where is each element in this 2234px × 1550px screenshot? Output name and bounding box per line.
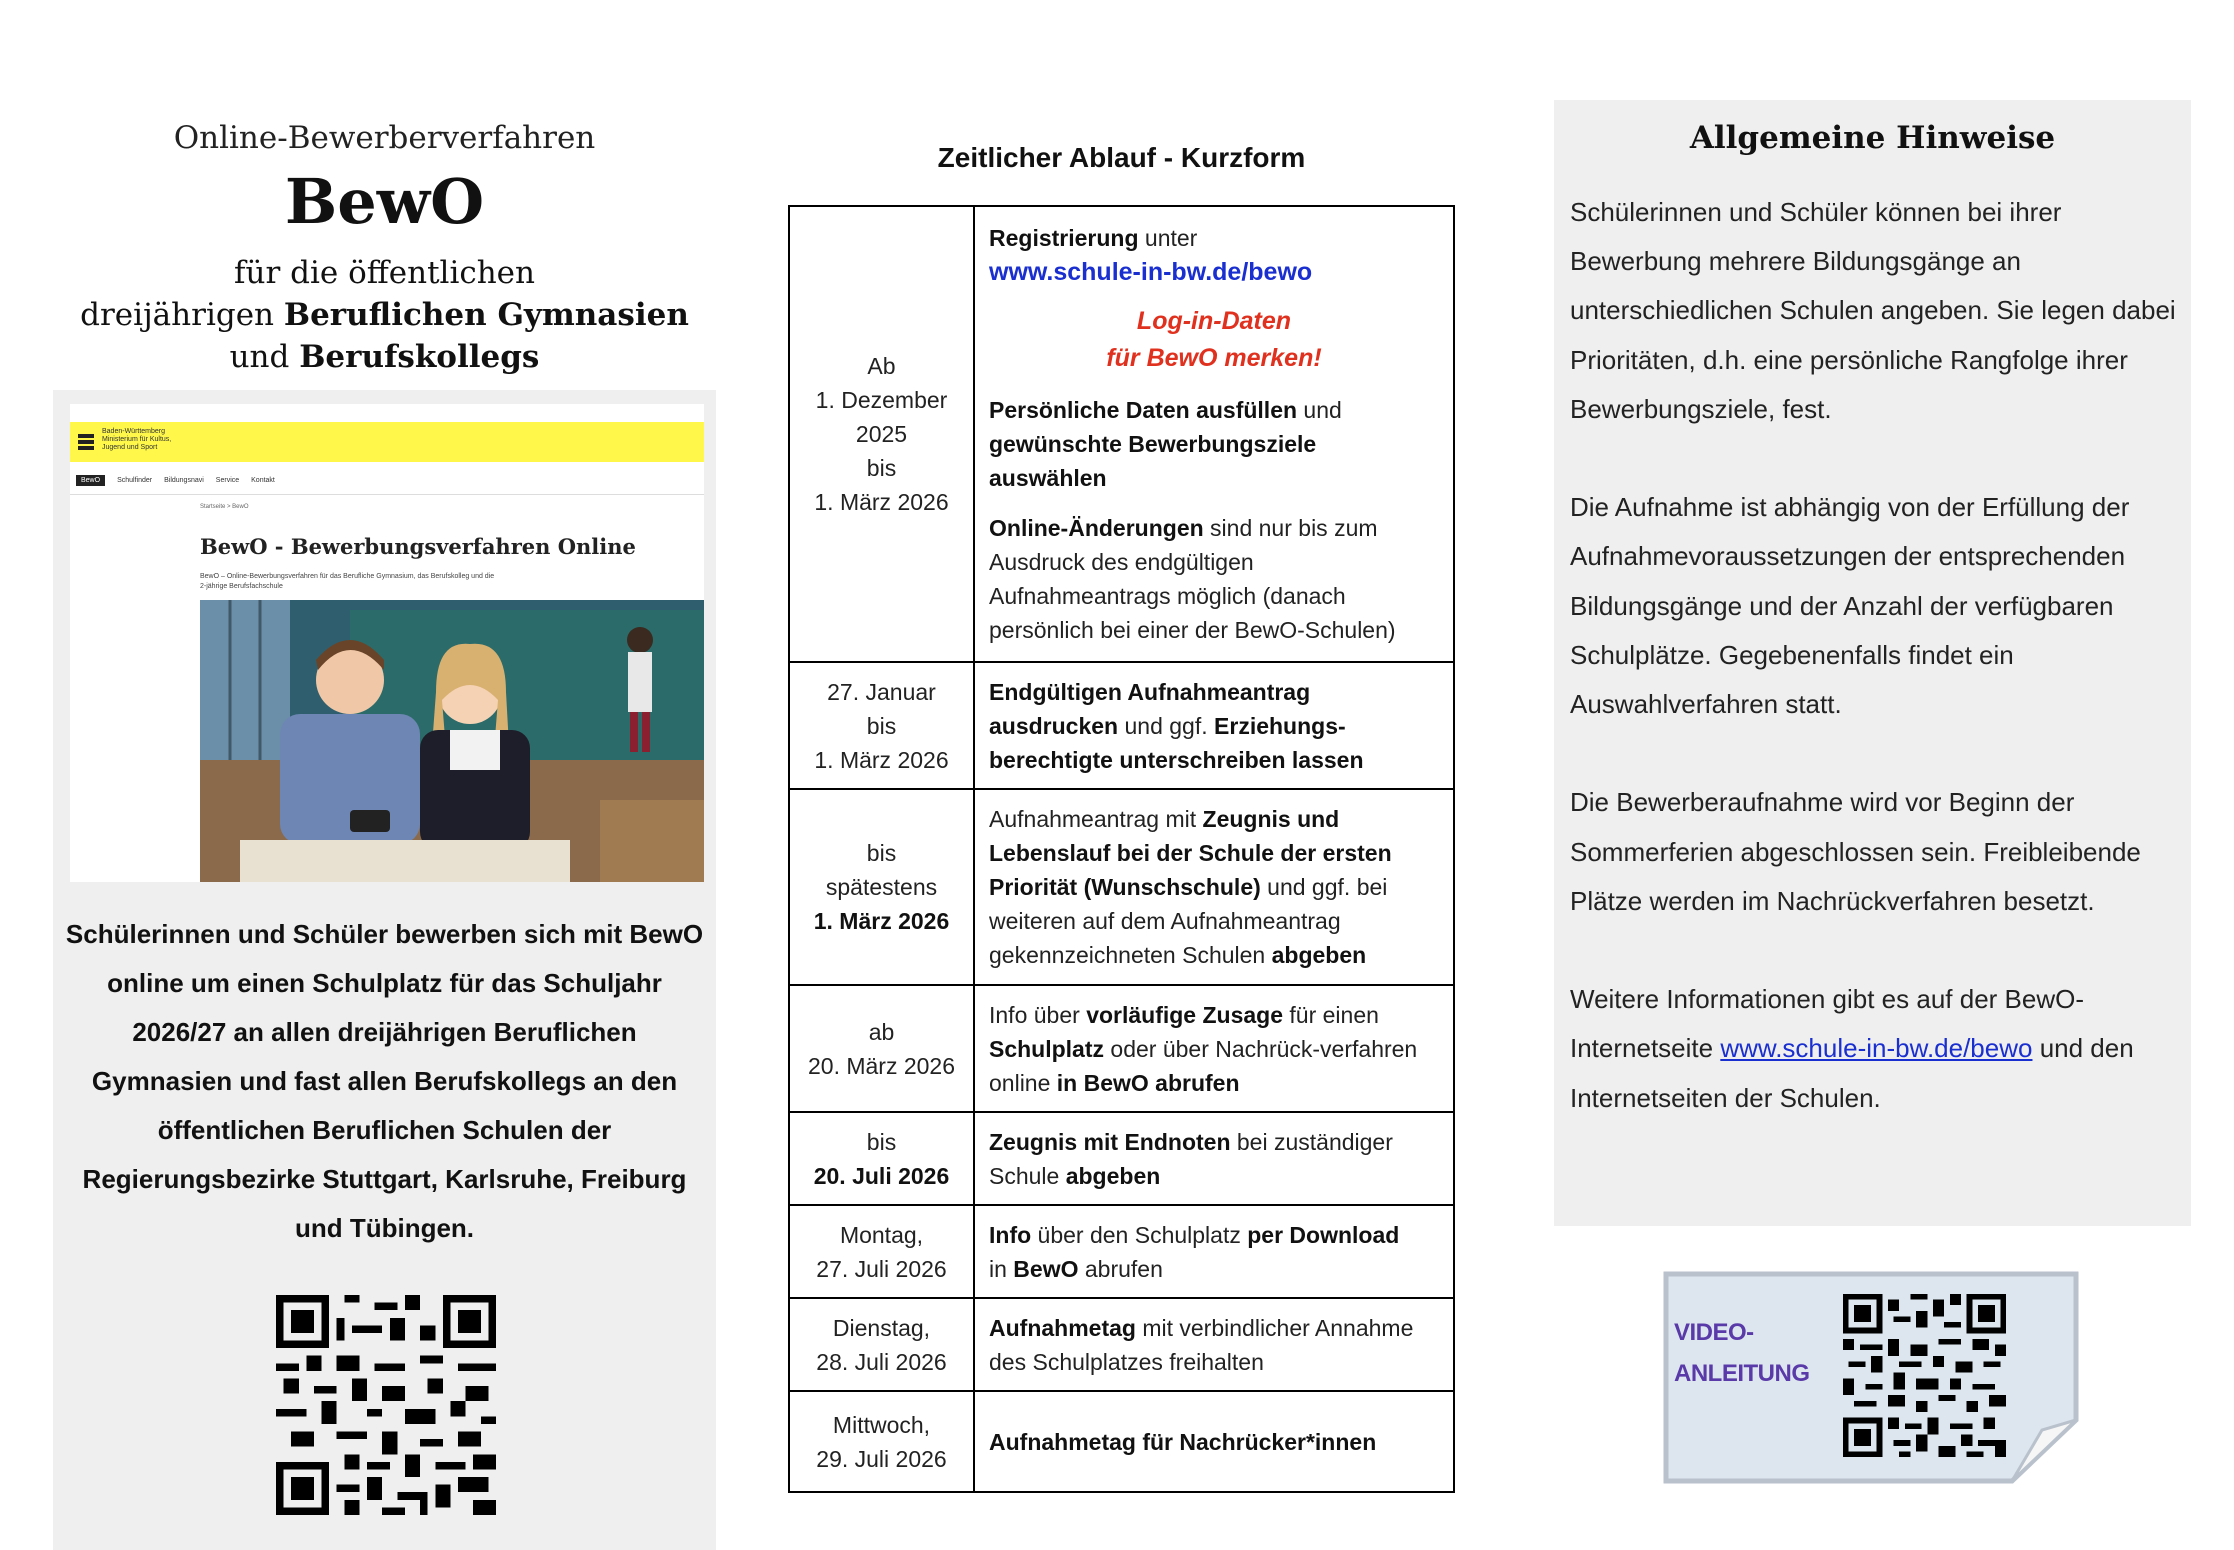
timeline-date [789, 1391, 974, 1492]
desc-line-3-bold: Berufskollegs [299, 339, 540, 375]
task-bold: Zeugnis und Lebenslauf bei der Schule der ersten Priorität (Wunschschule) [989, 806, 1392, 900]
date-line: 20. März 2026 [807, 1052, 956, 1079]
video-guide-label [1674, 1312, 1810, 1394]
notes-text: Weitere Informationen gibt es auf der BewO-Internetseite [1570, 984, 2084, 1064]
left-subtitle: Online-Bewerberverfahren [173, 120, 596, 156]
desc-line-1: für die öffentlichen [234, 255, 535, 291]
desc-line-2 [53, 294, 716, 336]
changes-text [989, 511, 1439, 647]
table-row [789, 662, 1454, 789]
timeline-date [789, 1112, 974, 1205]
screenshot-text: BewO – Online-Bewerbungsverfahren für das Berufliche Gymnasium, das Berufskolleg und die 2-jährige Berufsfachschule [200, 573, 495, 590]
task-bold: Endgültigen Aufnahmeantrag ausdrucken [989, 678, 1311, 739]
task-text: oder über Nachrück-verfahren online [989, 1035, 1418, 1096]
timeline-task [974, 662, 1454, 789]
logo-text-line: Ministerium für Kultus, [102, 436, 172, 443]
task-text: abrufen [1078, 1255, 1163, 1282]
date-line: 1. März 2026 [814, 746, 949, 773]
table-row [789, 1391, 1454, 1492]
task-bold: Persönliche Daten ausfüllen [989, 397, 1298, 423]
task-bold: Erziehungs-berechtigte unterschreiben lassen [989, 712, 1364, 773]
screenshot-heading: BewO - Bewerbungsverfahren Online [200, 534, 636, 559]
bewo-website-link[interactable]: www.schule-in-bw.de/bewo [1720, 1033, 2033, 1064]
notes-paragraph: Die Aufnahme ist abhängig von der Erfüllung der Aufnahmevoraussetzungen der entsprechenden Bildungsgänge und der Anzahl der verfügbaren Schulplätze. Gegebenenfalls findet ein Auswahlverfahren statt. [1570, 492, 2130, 720]
task-paragraph [989, 1425, 1439, 1459]
task-text: in [989, 1255, 1014, 1282]
login-reminder [989, 303, 1439, 377]
timeline-task [974, 789, 1454, 985]
date-line: 29. Juli 2026 [816, 1445, 947, 1472]
task-paragraph [989, 998, 1439, 1100]
date-line: bis [866, 1128, 897, 1155]
desc-line-2-text: dreijährigen [80, 297, 284, 333]
video-label-line: ANLEITUNG [1674, 1360, 1810, 1387]
timeline-task [974, 985, 1454, 1112]
timeline-date [789, 206, 974, 662]
notes-paragraph: Die Bewerberaufnahme wird vor Beginn der Sommerferien abgeschlossen sein. Freibleibende Plätze werden im Nachrückverfahren besetzt. [1570, 787, 2141, 916]
general-notes-panel [1554, 100, 2191, 1226]
task-bold: Info [989, 1221, 1032, 1248]
date-line: 27. Januar [827, 678, 936, 705]
timeline-task [974, 1298, 1454, 1391]
students-photo [200, 600, 704, 882]
task-bold: Zeugnis mit Endnoten [989, 1128, 1231, 1155]
logo-text-line: Jugend und Sport [102, 444, 158, 451]
timeline-date [789, 1298, 974, 1391]
date-line: bis [866, 712, 897, 739]
timeline-task [974, 206, 1454, 662]
timeline-task [974, 1391, 1454, 1492]
note-line: Log-in-Daten [1136, 307, 1292, 335]
video-qr-code-icon [1843, 1294, 2006, 1457]
task-bold: in BewO abrufen [1056, 1069, 1240, 1096]
screenshot-breadcrumb: Startseite > BewO [200, 504, 249, 510]
task-bold: vorläufige Zusage [1086, 1001, 1284, 1028]
logo-text-line: Baden-Württemberg [102, 428, 166, 435]
date-line: 2025 [855, 421, 908, 447]
table-row [789, 1205, 1454, 1298]
website-screenshot [70, 404, 704, 882]
timeline-date [789, 1205, 974, 1298]
task-bold: Registrierung [989, 225, 1139, 251]
date-line: bis [866, 455, 897, 481]
left-column [53, 0, 716, 1550]
screenshot-nav [76, 472, 275, 488]
task-text: bei zuständiger Schule [989, 1128, 1393, 1189]
registration-text [989, 221, 1439, 289]
left-body-text: Schülerinnen und Schüler bewerben sich mit BewO online um einen Schulplatz für das Schuljahr 2026/27 an allen dreijährigen Beruflichen Gymnasien und fast allen Berufskollegs an den öffentlichen Beruflichen Schulen der Regierungsbezirke Stuttgart, Karlsruhe, Freiburg und Tübingen. [65, 919, 704, 1243]
video-label-line: VIDEO- [1674, 1319, 1754, 1346]
desc-line-3-text: und [229, 339, 300, 375]
screenshot-nav-item: Service [215, 476, 240, 484]
left-header [53, 118, 716, 378]
date-line: ab [868, 1018, 895, 1045]
task-text: Aufnahmeantrag mit [989, 806, 1203, 832]
general-notes-title: Allgemeine Hinweise [1689, 120, 2056, 156]
date-line: bis [866, 840, 897, 866]
timeline-date [789, 985, 974, 1112]
task-bold: Schulplatz [989, 1035, 1105, 1062]
task-bold: Aufnahmetag [989, 1314, 1136, 1341]
task-bold: abgeben [1065, 1162, 1161, 1189]
left-description [53, 252, 716, 378]
notes-paragraph: Schülerinnen und Schüler können bei ihrer Bewerbung mehrere Bildungsgänge an unterschiedlichen Schulen angeben. Sie legen dabei Prioritäten, d.h. eine persönliche Rangfolge ihrer Bewerbungsziele, fest. [1570, 197, 2176, 424]
date-line: 28. Juli 2026 [816, 1348, 947, 1375]
task-paragraph [989, 802, 1439, 972]
date-line: 1. März 2026 [814, 489, 949, 515]
timeline-date [789, 662, 974, 789]
date-line: Dienstag, [832, 1314, 931, 1341]
notes-paragraph [1570, 975, 2185, 1123]
screenshot-divider [70, 494, 704, 495]
task-paragraph [989, 1125, 1439, 1193]
timeline-table [788, 205, 1455, 1493]
task-text: unter [1138, 225, 1198, 251]
timeline-heading: Zeitlicher Ablauf - Kurzform [937, 142, 1306, 173]
table-row [789, 985, 1454, 1112]
date-line: 20. Juli 2026 [813, 1162, 950, 1189]
task-bold: Online-Änderungen [989, 515, 1204, 541]
date-line: 1. Dezember [815, 387, 948, 413]
task-text: und ggf. [1118, 712, 1215, 739]
qr-code-icon [276, 1295, 496, 1515]
date-line: 27. Juli 2026 [816, 1255, 947, 1282]
task-text: und [1297, 397, 1342, 423]
screenshot-banner [70, 422, 704, 462]
date-line: Mittwoch, [832, 1411, 931, 1438]
left-title: BewO [284, 165, 485, 238]
screenshot-logo-text [102, 428, 171, 452]
task-bold: BewO [1013, 1255, 1079, 1282]
table-row [789, 789, 1454, 985]
date-line: 1. März 2026 [813, 908, 950, 934]
task-bold: Aufnahmetag für Nachrücker*innen [989, 1428, 1377, 1455]
task-text: über den Schulplatz [1031, 1221, 1248, 1248]
table-row [789, 1298, 1454, 1391]
state-crest-icon [76, 432, 96, 452]
task-bold: abgeben [1271, 942, 1367, 968]
task-paragraph [989, 675, 1439, 777]
task-text: sind nur bis zum Ausdruck des endgültigen Aufnahmeantrags möglich (danach persönlich bei einer der BewO-Schulen) [989, 515, 1396, 643]
note-line: für BewO merken! [1106, 344, 1322, 372]
notes-text: und den Internetseiten der Schulen. [1570, 1033, 2134, 1113]
screenshot-nav-item: Kontakt [251, 476, 275, 484]
date-line: spätestens [825, 874, 938, 900]
bewo-link[interactable]: www.schule-in-bw.de/bewo [989, 258, 1313, 286]
table-row [789, 1112, 1454, 1205]
table-row [789, 206, 1454, 662]
screenshot-nav-item: Bildungsnavi [164, 476, 204, 484]
timeline-task [974, 1205, 1454, 1298]
screenshot-nav-item: Schulfinder [117, 476, 153, 484]
task-bold: gewünschte Bewerbungsziele auswählen [989, 431, 1317, 491]
date-line: Ab [867, 353, 896, 379]
timeline-date [789, 789, 974, 985]
personal-data-text [989, 393, 1439, 495]
task-paragraph [989, 1311, 1439, 1379]
screenshot-nav-item: BewO [76, 475, 105, 486]
left-info-panel [53, 390, 716, 1550]
task-text: und ggf. bei weiteren auf dem Aufnahmeantrag gekennzeichneten Schulen [989, 874, 1388, 968]
task-text: Info über [989, 1001, 1087, 1028]
video-guide-card[interactable] [1662, 1270, 2080, 1485]
general-notes-text [1570, 188, 2185, 1123]
desc-line-3 [53, 336, 716, 378]
task-text: mit verbindlicher Annahme des Schulplatzes freihalten [989, 1314, 1414, 1375]
task-bold: per Download [1247, 1221, 1400, 1248]
task-paragraph [989, 1218, 1439, 1286]
date-line: Montag, [839, 1221, 924, 1248]
desc-line-2-bold: Beruflichen Gymnasien [283, 297, 689, 333]
timeline-task [974, 1112, 1454, 1205]
task-text: für einen [1283, 1001, 1379, 1028]
